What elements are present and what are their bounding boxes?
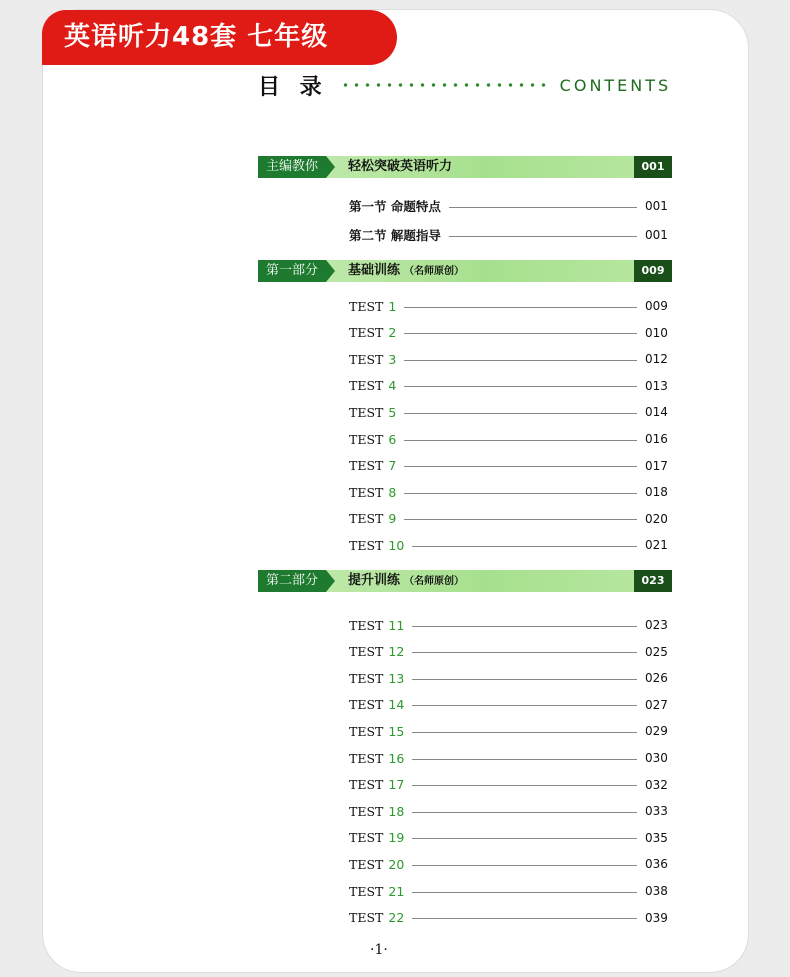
- page-number: ·1·: [370, 942, 388, 958]
- entry-label: [349, 432, 396, 447]
- test-number: 9: [388, 511, 397, 527]
- test-number: 6: [388, 431, 397, 447]
- test-word: TEST: [349, 537, 384, 553]
- toc-entry[interactable]: [349, 696, 668, 714]
- entry-page: 012: [645, 352, 668, 367]
- toc-entry[interactable]: [349, 802, 668, 820]
- test-word: TEST: [349, 458, 384, 474]
- section-title: [348, 260, 464, 283]
- entry-page: 036: [645, 857, 668, 872]
- entry-label: [349, 697, 404, 712]
- test-word: TEST: [349, 511, 384, 527]
- dot-leader: [404, 333, 637, 334]
- entry-page: 017: [645, 458, 668, 473]
- dot-leader: [412, 705, 637, 706]
- test-number: 13: [388, 670, 405, 686]
- test-word: TEST: [349, 723, 384, 739]
- entry-label: [349, 857, 404, 872]
- entry-label: [349, 804, 404, 819]
- dot-leader: [412, 865, 637, 866]
- entry-label: [349, 352, 396, 367]
- test-number: 7: [388, 458, 397, 474]
- test-number: 1: [388, 298, 397, 314]
- toc-entry[interactable]: [349, 457, 668, 475]
- entry-page: 033: [645, 804, 668, 819]
- entry-page: 016: [645, 432, 668, 446]
- entry-label: [349, 378, 396, 393]
- dot-leader: [412, 732, 637, 733]
- toc-entry[interactable]: [349, 616, 668, 634]
- dot-leader: [412, 759, 637, 760]
- dot-leader: [404, 386, 637, 387]
- test-number: 22: [388, 910, 405, 926]
- book-title-banner: 英语听力48套 七年级: [42, 10, 397, 65]
- section-subtitle: （名师原创）: [404, 576, 465, 587]
- entry-label: [349, 618, 404, 633]
- section-tag: 第二部分: [258, 570, 326, 592]
- entry-page: 023: [645, 618, 668, 632]
- entry-page: 039: [645, 910, 668, 925]
- test-word: TEST: [349, 325, 384, 341]
- section-page: 009: [634, 260, 672, 282]
- entry-page: 021: [645, 538, 668, 553]
- toc-entry[interactable]: [349, 377, 668, 395]
- toc-entry[interactable]: [349, 536, 668, 554]
- section-page: 001: [634, 156, 672, 178]
- toc-entry[interactable]: [349, 403, 668, 421]
- entry-page: 027: [645, 697, 668, 712]
- entry-label: [349, 538, 404, 553]
- toc-entry[interactable]: [349, 669, 668, 687]
- toc-entry[interactable]: [349, 510, 668, 528]
- test-word: TEST: [349, 484, 384, 500]
- dotted-divider: [340, 82, 550, 88]
- section-page: 023: [634, 570, 672, 592]
- entry-page: 001: [645, 228, 668, 242]
- test-number: 8: [388, 484, 397, 500]
- toc-entry[interactable]: [349, 197, 668, 215]
- dot-leader: [449, 207, 637, 208]
- test-number: 12: [388, 644, 405, 660]
- toc-entry[interactable]: [349, 776, 668, 794]
- entry-page: 038: [645, 884, 668, 898]
- toc-entry[interactable]: [349, 226, 668, 244]
- entry-label: [349, 511, 396, 526]
- entry-label: [349, 299, 396, 314]
- toc-entry[interactable]: [349, 483, 668, 501]
- dot-leader: [412, 892, 637, 893]
- dot-leader: [412, 626, 637, 627]
- dot-leader: [449, 236, 637, 237]
- entry-label: [349, 405, 396, 420]
- entry-page: 029: [645, 724, 668, 739]
- section-title-text: 提升训练: [348, 573, 401, 588]
- dot-leader: [404, 493, 637, 494]
- toc-entry[interactable]: [349, 882, 668, 900]
- toc-entry[interactable]: [349, 430, 668, 448]
- toc-entry[interactable]: [349, 643, 668, 661]
- entry-label: [349, 830, 404, 845]
- test-word: TEST: [349, 910, 384, 926]
- entry-page: 030: [645, 751, 668, 765]
- test-number: 17: [388, 777, 405, 793]
- test-word: TEST: [349, 803, 384, 819]
- entry-label: [349, 325, 396, 340]
- section-part2[interactable]: [258, 570, 672, 592]
- test-word: TEST: [349, 431, 384, 447]
- toc-entry[interactable]: [349, 350, 668, 368]
- entry-page: 026: [645, 671, 668, 686]
- entry-label: 第一节 命题特点: [349, 199, 441, 214]
- test-word: TEST: [349, 378, 384, 394]
- dot-leader: [404, 413, 637, 414]
- section-subtitle: （名师原创）: [404, 266, 465, 277]
- dot-leader: [404, 440, 637, 441]
- toc-entry[interactable]: [349, 855, 668, 873]
- test-word: TEST: [349, 617, 384, 633]
- dot-leader: [404, 466, 637, 467]
- test-number: 5: [388, 404, 397, 420]
- section-title: [348, 156, 452, 178]
- section-tag: 第一部分: [258, 260, 326, 282]
- test-number: 18: [388, 803, 405, 819]
- dot-leader: [412, 812, 637, 813]
- toc-header: [258, 70, 671, 100]
- toc-entry[interactable]: [349, 829, 668, 847]
- test-number: 16: [388, 750, 405, 766]
- test-number: 21: [388, 883, 405, 899]
- toc-entry[interactable]: [349, 324, 668, 342]
- entry-page: 018: [645, 485, 668, 500]
- test-number: 11: [388, 617, 405, 633]
- test-number: 19: [388, 830, 405, 846]
- test-word: TEST: [349, 777, 384, 793]
- dot-leader: [404, 360, 637, 361]
- entry-page: 010: [645, 325, 668, 340]
- section-title-text: 轻松突破英语听力: [348, 159, 453, 174]
- entry-label: [349, 751, 404, 766]
- test-word: TEST: [349, 830, 384, 846]
- entry-label: 第二节 解题指导: [349, 228, 441, 243]
- dot-leader: [412, 838, 637, 839]
- test-word: TEST: [349, 351, 384, 367]
- section-intro[interactable]: [258, 156, 672, 178]
- test-word: TEST: [349, 750, 384, 766]
- section-title-text: 基础训练: [348, 263, 401, 278]
- test-word: TEST: [349, 670, 384, 686]
- dot-leader: [412, 679, 637, 680]
- entry-page: 035: [645, 830, 668, 845]
- contents-label: CONTENTS: [559, 75, 672, 95]
- test-number: 14: [388, 697, 405, 713]
- test-word: TEST: [349, 697, 384, 713]
- test-number: 15: [388, 723, 405, 739]
- entry-label: [349, 458, 396, 473]
- test-word: TEST: [349, 883, 384, 899]
- entry-page: 001: [645, 199, 668, 213]
- test-number: 2: [388, 325, 397, 341]
- test-number: 3: [388, 351, 397, 367]
- test-number: 20: [388, 856, 405, 872]
- test-number: 10: [388, 537, 405, 553]
- toc-entry[interactable]: [349, 722, 668, 740]
- entry-page: 032: [645, 777, 668, 792]
- dot-leader: [404, 307, 637, 308]
- dot-leader: [412, 546, 637, 547]
- toc-entry[interactable]: [349, 749, 668, 767]
- toc-title: 目 录: [258, 74, 328, 100]
- entry-label: [349, 671, 404, 686]
- toc-entry[interactable]: [349, 909, 668, 927]
- entry-label: [349, 884, 404, 899]
- section-tag: 主编教你: [258, 156, 326, 178]
- toc-entry[interactable]: [349, 297, 668, 315]
- entry-page: 025: [645, 644, 668, 659]
- section-title: [348, 570, 464, 593]
- test-word: TEST: [349, 856, 384, 872]
- test-word: TEST: [349, 404, 384, 420]
- entry-page: 013: [645, 378, 668, 393]
- dot-leader: [412, 652, 637, 653]
- entry-page: 009: [645, 299, 668, 313]
- entry-label: [349, 777, 404, 792]
- entry-label: [349, 910, 404, 925]
- dot-leader: [404, 519, 637, 520]
- entry-page: 014: [645, 405, 668, 420]
- dot-leader: [412, 918, 637, 919]
- entry-page: 020: [645, 511, 668, 526]
- entry-label: [349, 644, 404, 659]
- test-word: TEST: [349, 644, 384, 660]
- entry-label: [349, 724, 404, 739]
- entry-label: [349, 485, 396, 500]
- section-part1[interactable]: [258, 260, 672, 282]
- test-word: TEST: [349, 298, 384, 314]
- dot-leader: [412, 785, 637, 786]
- test-number: 4: [388, 378, 397, 394]
